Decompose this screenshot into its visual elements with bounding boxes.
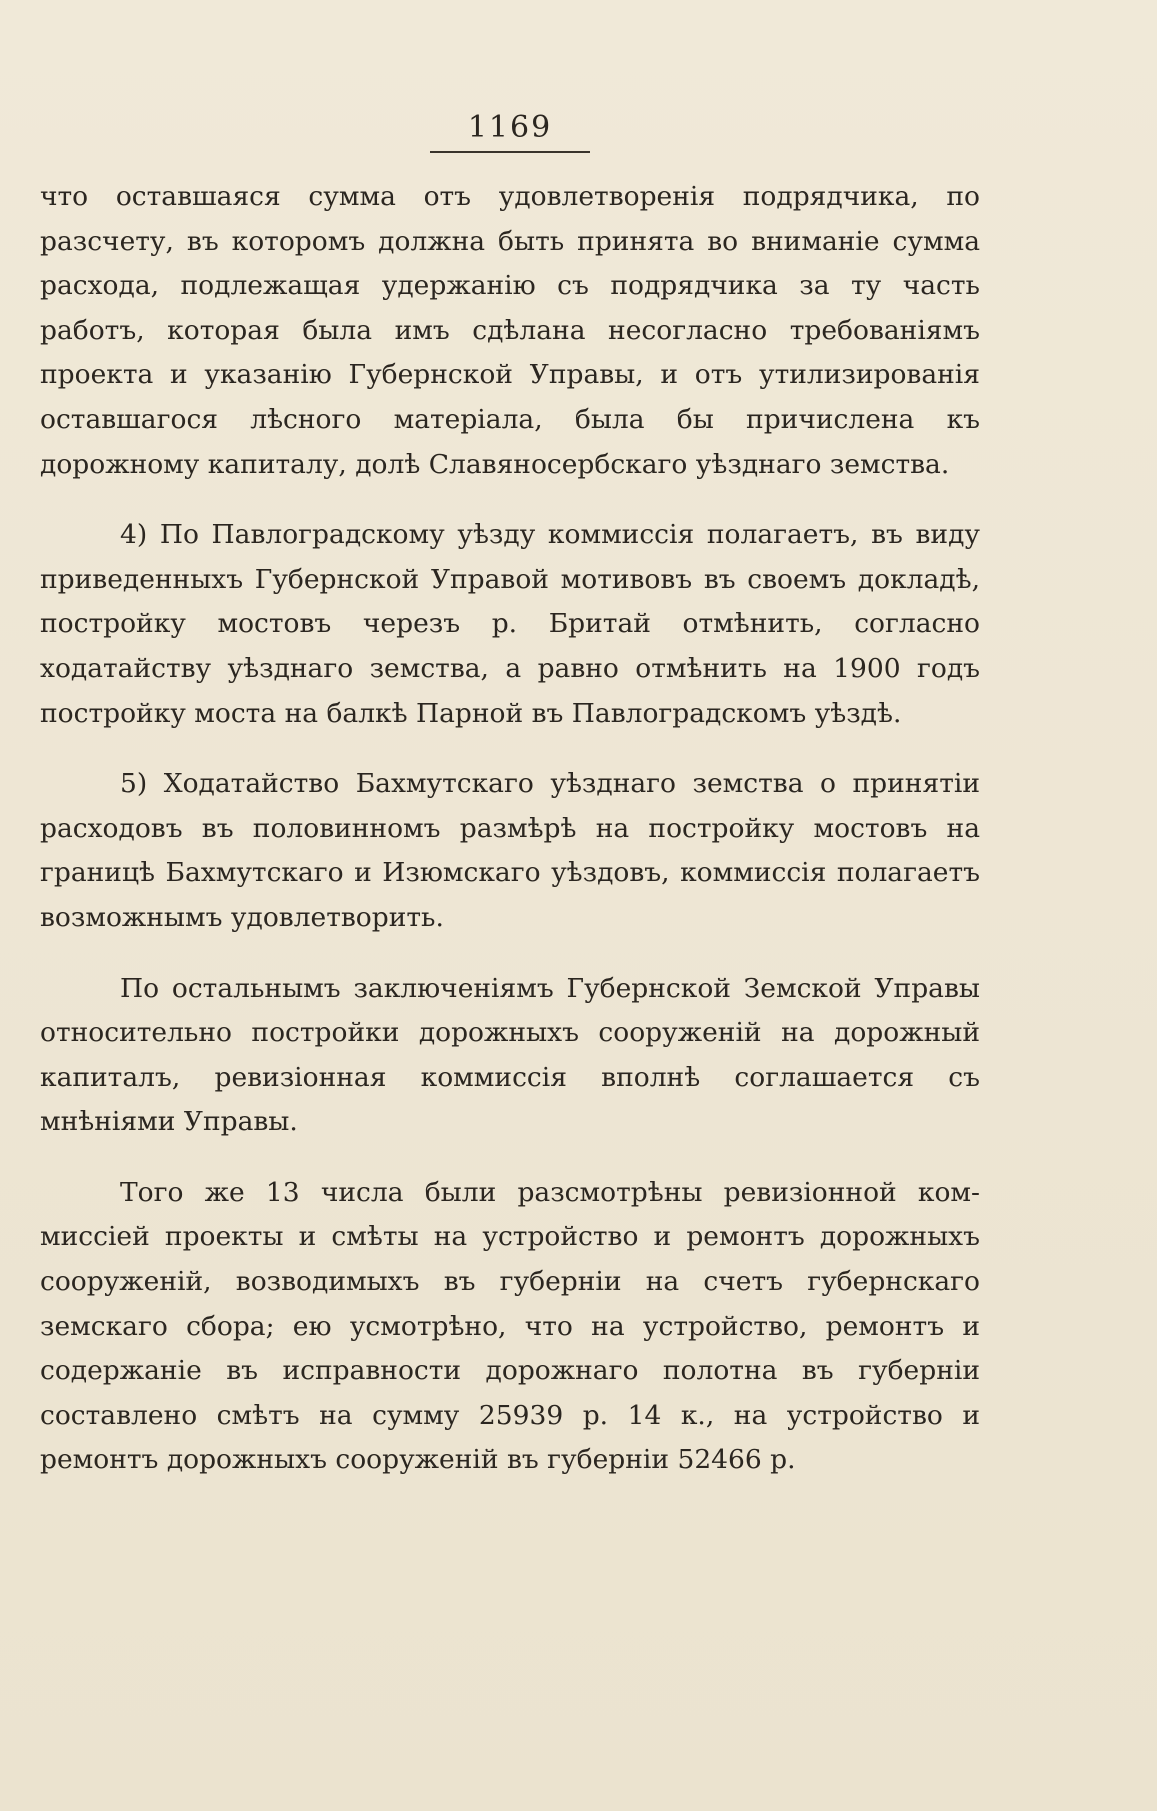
paragraph-item-5: 5) Ходатайство Бахмутскаго уѣзднаго земства о принятіи расходовъ въ половинномъ размѣрѣ на постройку мостовъ на границѣ Бахмутскаго и Изюмскаго уѣздовъ, коммиссія полагаетъ возможнымъ удовлетворить. xyxy=(40,768,980,933)
paragraph-estimates: Того же 13 числа были разсмотрѣны ревизіонной коммиссіей проекты и смѣты на устройство и ремонтъ дорожныхъ сооруженій, возводимыхъ въ губерніи на счетъ губернскаго земскаго сбора; ею усмотрѣно, что на устройство, ремонтъ и содержаніе въ исправности дорожнаго полотна въ губерніи составлено смѣтъ на сумму 25939 р. 14 к., на устройство и ремонтъ дорожныхъ сооруженій въ губерніи 52466 р. xyxy=(40,1176,980,1476)
text-block xyxy=(40,110,980,1483)
paragraph-item-4: 4) По Павлоградскому уѣзду коммиссія полагаетъ, въ виду приведенныхъ Губернской Управой мотивовъ въ своемъ докладѣ, постройку мостовъ черезъ р. Бритай отмѣнить, согласно ходатайству уѣзднаго земства, а равно отмѣнить на 1900 годъ постройку моста на балкѣ Парной въ Павлоградскомъ уѣздѣ. xyxy=(40,519,980,729)
paragraph-continuation: что оставшаяся сумма отъ удовлетворенія подрядчика, по разсчету, въ которомъ должна быть принята во вниманіе сумма расхода, подлежащая удержанію съ подрядчика за ту часть работъ, которая была имъ сдѣлана несогласно требованіямъ проекта и указанію Губернской Управы, и отъ утилизированія оставшагося лѣсного матеріала, была бы причислена къ дорожному капиталу, долѣ Славяносербскаго уѣзднаго земства. xyxy=(40,181,980,480)
paragraph-remaining-conclusions: По остальнымъ заключеніямъ Губернской Земской Управы относительно постройки дорожныхъ сооруженій на дорожный капиталъ, ревизіонная коммиссія вполнѣ соглашается съ мнѣніями Управы. xyxy=(40,972,980,1138)
page-number: 1169 xyxy=(430,110,590,153)
